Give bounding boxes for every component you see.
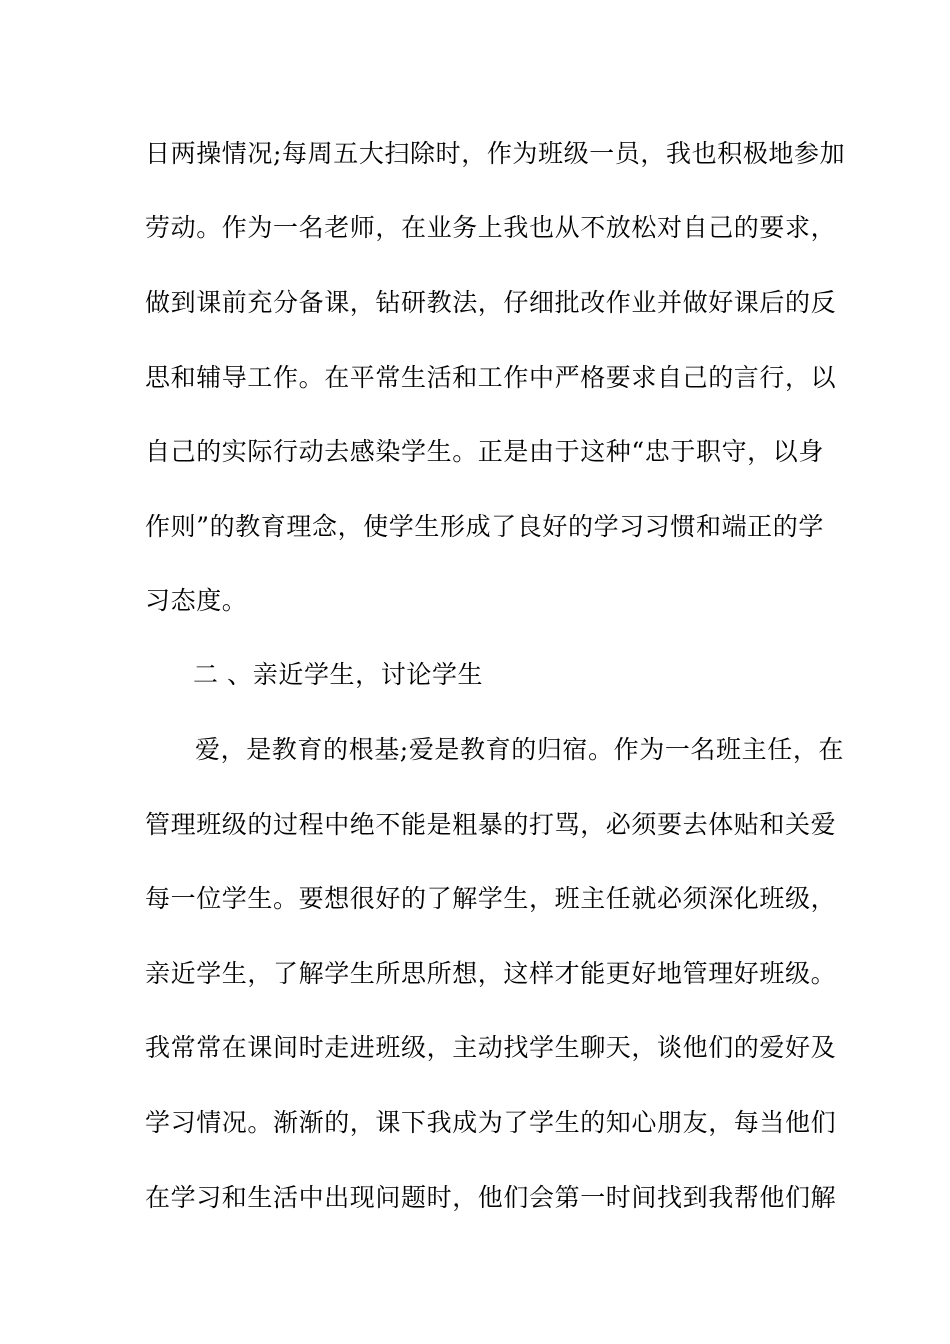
text-line: 日两操情况;每周五大扫除时，作为班级一员，我也积极地参加 <box>145 139 846 168</box>
text-line: 思和辅导工作。在平常生活和工作中严格要求自己的言行，以 <box>145 363 837 392</box>
text-line: 每一位学生。要想很好的了解学生，班主任就必须深化班级， <box>145 884 837 913</box>
section-heading: 二 、亲近学生，讨论学生 <box>193 660 484 689</box>
text-line: 自己的实际行动去感染学生。正是由于这种“忠于职守，以身 <box>145 437 824 466</box>
text-line: 我常常在课间时走进班级，主动找学生聊天，谈他们的爱好及 <box>145 1033 837 1062</box>
text-line: 管理班级的过程中绝不能是粗暴的打骂，必须要去体贴和关爱 <box>145 810 837 839</box>
text-line: 习态度。 <box>145 586 248 615</box>
text-line: 亲近学生，了解学生所思所想，这样才能更好地管理好班级。 <box>145 959 837 988</box>
text-line: 劳动。作为一名老师，在业务上我也从不放松对自己的要求， <box>145 213 837 242</box>
paragraph-start-line: 爱，是教育的根基;爱是教育的归宿。作为一名班主任，在 <box>195 735 845 764</box>
text-line: 作则”的教育理念，使学生形成了良好的学习习惯和端正的学 <box>145 512 824 541</box>
text-line: 做到课前充分备课，钻研教法，仔细批改作业并做好课后的反 <box>145 288 837 317</box>
text-line: 在学习和生活中出现问题时，他们会第一时间找到我帮他们解 <box>145 1183 837 1212</box>
text-line: 学习情况。渐渐的，课下我成为了学生的知心朋友，每当他们 <box>145 1108 837 1137</box>
